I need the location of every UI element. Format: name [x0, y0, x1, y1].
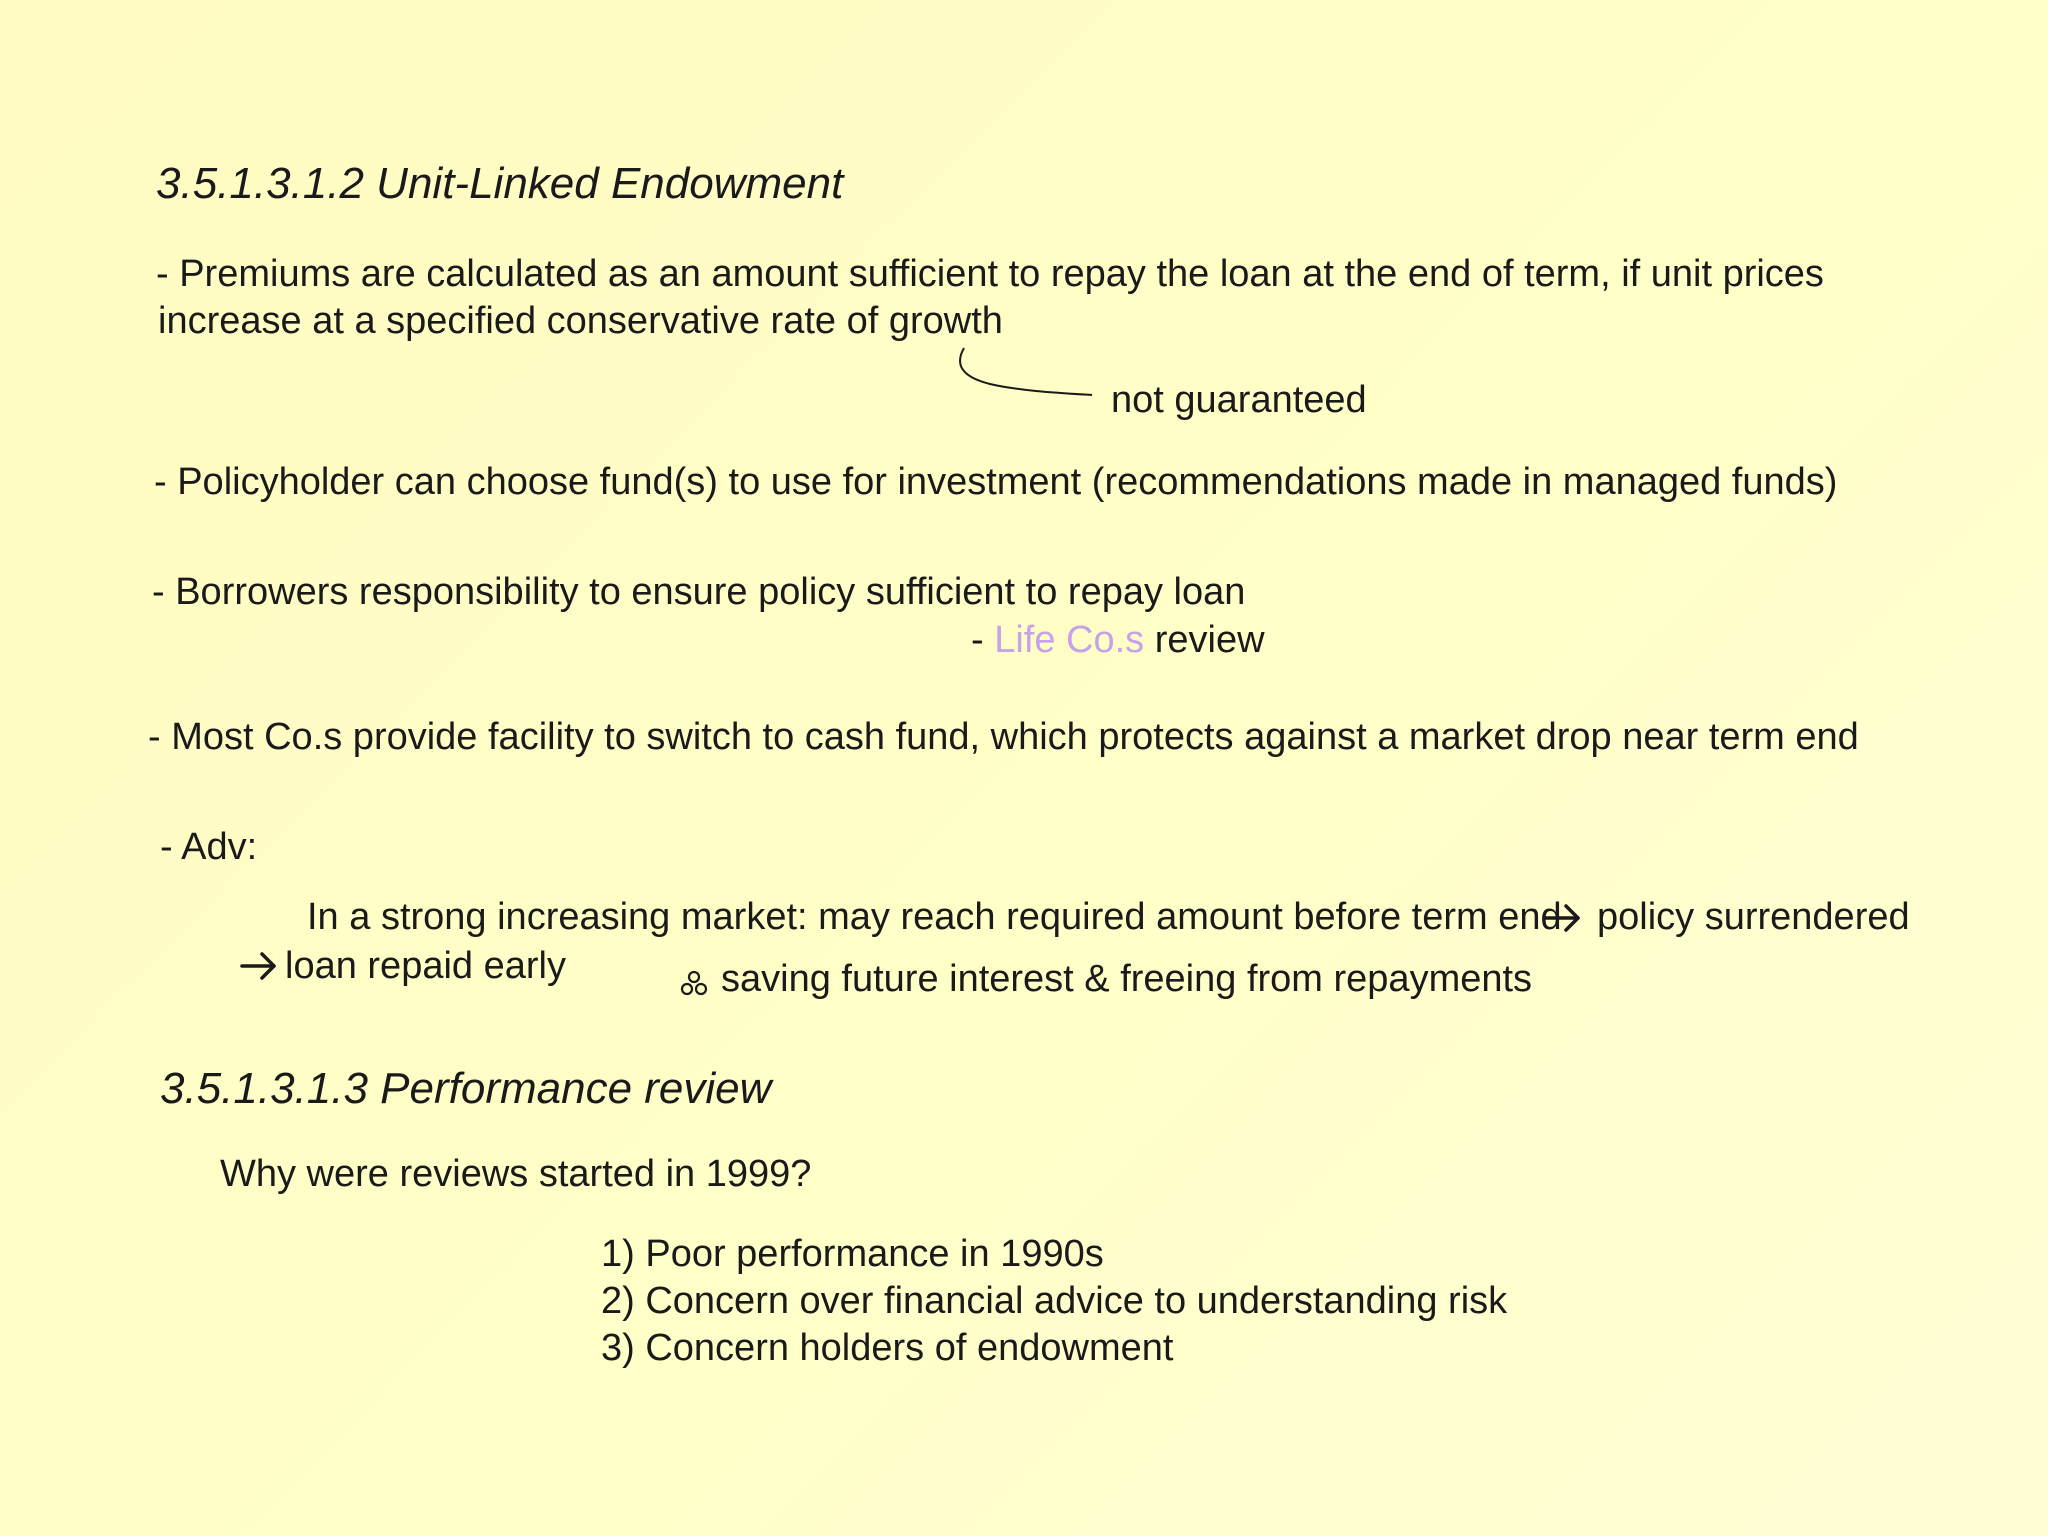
- adv-market-line: In a strong increasing market: may reach required amount before term end: [307, 896, 1562, 938]
- reason-item: 2) Concern over financial advice to understanding risk: [601, 1280, 1508, 1322]
- adv-repaid-text: loan repaid early: [285, 945, 566, 987]
- borrowers-line: - Borrowers responsibility to ensure policy sufficient to repay loan: [152, 571, 1246, 613]
- adv-saving-text: saving future interest & freeing from repayments: [721, 958, 1533, 1000]
- section-heading-performance: 3.5.1.3.1.3 Performance review: [160, 1064, 772, 1113]
- switch-line: - Most Co.s provide facility to switch to cash fund, which protects against a market drop near term end: [148, 716, 1859, 758]
- review-question: Why were reviews started in 1999?: [220, 1153, 812, 1195]
- review-dash: -: [971, 619, 995, 661]
- section-heading-unit-linked: 3.5.1.3.1.2 Unit-Linked Endowment: [156, 159, 844, 208]
- reason-item: 1) Poor performance in 1990s: [601, 1233, 1104, 1275]
- policyholder-line: - Policyholder can choose fund(s) to use for investment (recommendations made in managed funds): [154, 461, 1838, 503]
- review-company: Life Co.s: [994, 619, 1145, 661]
- review-word: review: [1144, 619, 1265, 661]
- premiums-line-2: increase at a specified conservative rate of growth: [158, 300, 1003, 342]
- adv-label: - Adv:: [160, 826, 258, 868]
- note-not-guaranteed: not guaranteed: [1111, 379, 1367, 421]
- reason-item: 3) Concern holders of endowment: [601, 1327, 1174, 1369]
- adv-surrender-text: policy surrendered: [1597, 896, 1910, 938]
- premiums-line-1: - Premiums are calculated as an amount sufficient to repay the loan at the end of term, if unit prices: [156, 253, 1824, 295]
